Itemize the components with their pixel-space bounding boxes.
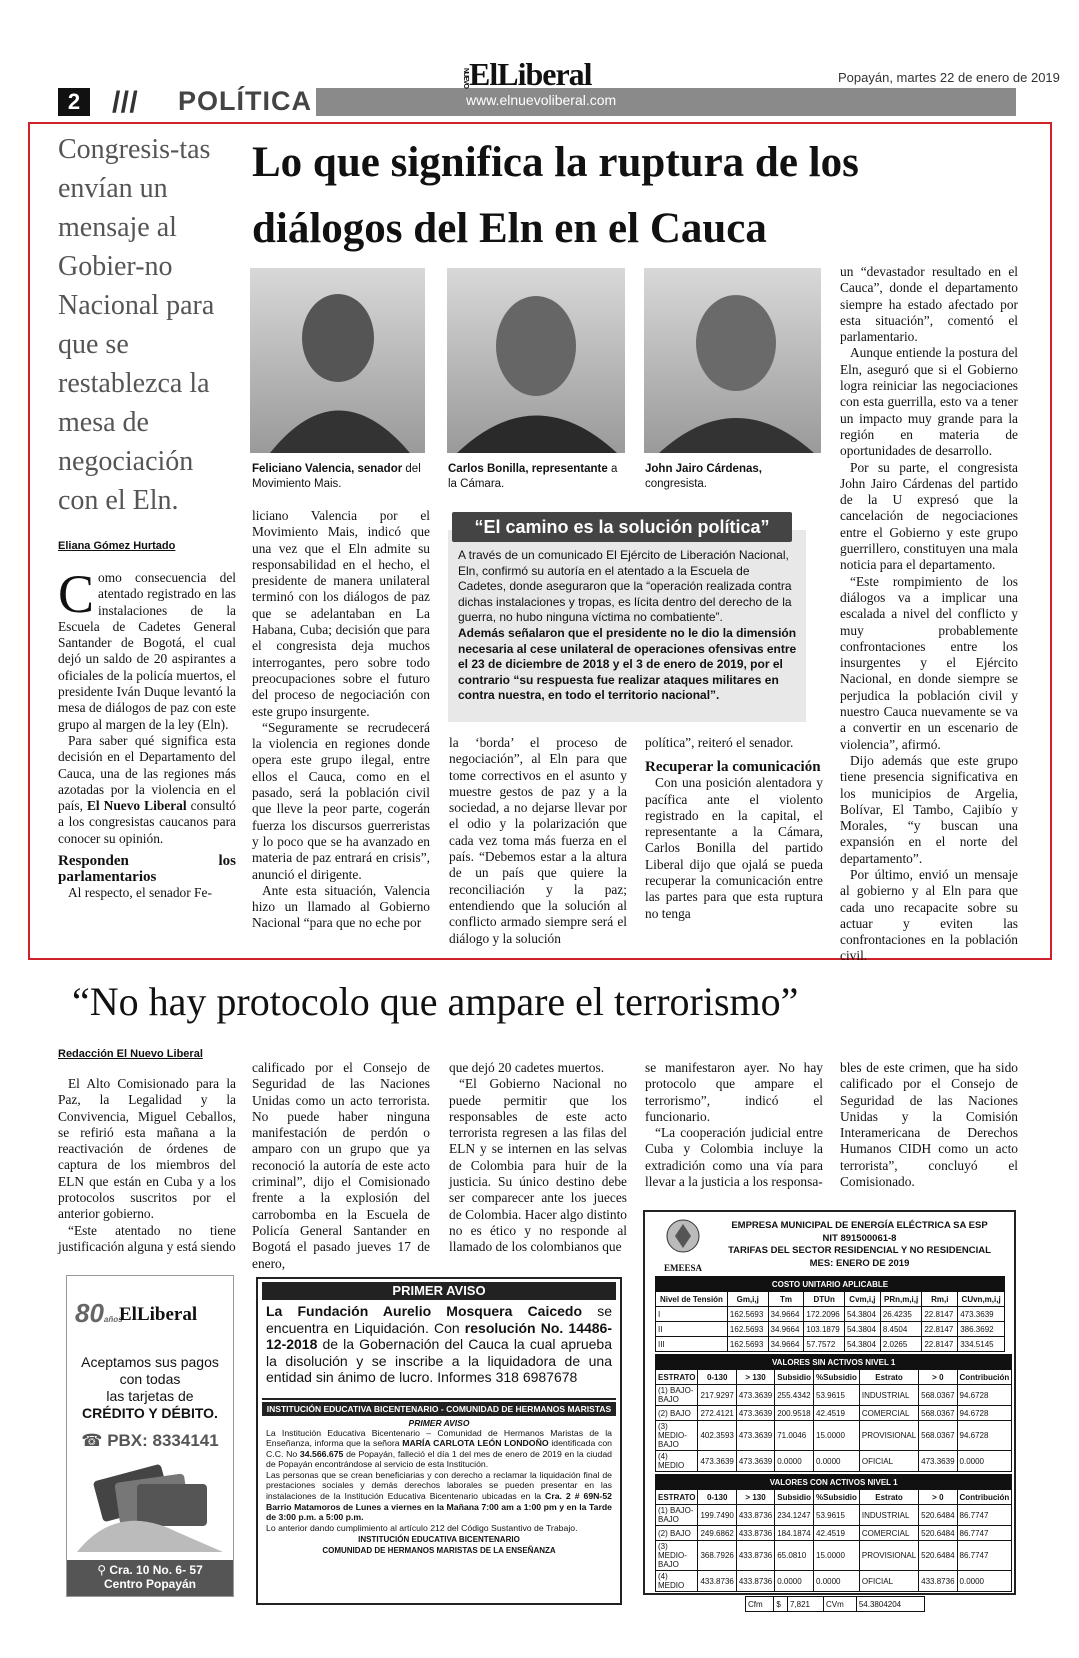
subhead-recuperar: Recuperar la comunicación [645,759,821,776]
table-cell: Tm [768,1292,804,1307]
tariff-tables [655,1276,1010,1612]
inst-bar: INSTITUCIÓN EDUCATIVA BICENTENARIO - COMUNIDAD DE HERMANOS MARISTAS [262,1402,616,1416]
article-headline: Lo que significa la ruptura de los diálogos del Eln en el Cauca [252,139,859,252]
table-cell: 433.8736 [736,1541,774,1571]
table-cell: (3) MEDIO-BAJO [656,1421,698,1451]
second-headline: “No hay protocolo que ampare el terrorismo” [72,979,799,1024]
table-cell: Rm,i [922,1292,958,1307]
header-bar [316,88,1016,116]
caption-rest: congresista. [645,478,708,490]
table-cell: Subsidio [775,1370,814,1385]
table-cell: 473.3639 [919,1451,957,1472]
photo-caption-3 [645,462,820,492]
table-cell: 65.0810 [775,1541,814,1571]
table-cell: DTUn [804,1292,845,1307]
table-cell: 42.4519 [814,1526,860,1541]
table-cell: (2) BAJO [656,1406,698,1421]
table-cell: INDUSTRIAL [859,1505,918,1526]
table-cell: 94.6728 [957,1406,1012,1421]
address-line [67,1563,233,1577]
text: Las personas que se crean beneficiarias y con derecho a reclamar la liquidación final de prestaciones sociales y demás derechos laborales se pueden presentar en las instalaciones de la Institución Educativa Bicentenario ubicadas en la [266,1469,612,1502]
table-cell: (1) BAJO-BAJO [656,1385,698,1406]
table-cell: 26.4235 [880,1307,922,1322]
photo-feliciano-valencia [250,268,425,453]
ad-logo: ElLiberal [119,1304,198,1325]
ad-line: CRÉDITO Y DÉBITO. [82,1405,218,1421]
text: Para saber qué significa esta decisión en el Departamento del Cauca, una de las regiones más azotadas por la violencia en el país, [58,732,236,814]
table-cell: 162.5693 [727,1337,768,1352]
phone-icon: ☎ [81,1431,108,1450]
pbx-number: PBX: 8334141 [107,1431,219,1450]
site-url[interactable]: www.elnuevoliberal.com [466,92,617,108]
issue-date: Popayán, martes 22 de enero de 2019 [838,70,1060,85]
aviso-text [258,1303,620,1386]
sig-line: COMUNIDAD DE HERMANOS MARISTAS DE LA ENSEÑANZA [322,1546,556,1556]
table-cell: 54.3804 [844,1337,880,1352]
table-cell: 94.6728 [957,1421,1012,1451]
table-title-row [656,1475,1012,1490]
table-row [656,1385,1012,1406]
paragraph: “Seguramente se recrudecerá la violencia en regiones donde opera este grupo ilegal, entre ellos el Cauca, como en el pasado, será la población civil que lleve la peor parte, cogerán fuerza los discursos guerreristas y lo poco que se ha avanzado en materia de paz entrará en crisis”, anunció el dirigente. [252,719,430,882]
text: MARÍA CARLOTA LEÓN LONDOÑO [402,1438,549,1449]
portrait-icon [447,268,625,453]
table-cell: 433.8736 [736,1571,774,1592]
table-cell: I [656,1307,728,1322]
table-cell: 433.8736 [736,1526,774,1541]
table-cell: > 0 [919,1370,957,1385]
caption-name: Carlos Bonilla, representante [448,463,608,475]
table-cell: Cvm,i,j [844,1292,880,1307]
text: de Popayán, falleció el día 1 del mes de enero de 2019 en la ciudad de Popayán encontrándose al servicio de esta Institución. [266,1448,612,1470]
table-cell: 22.8147 [922,1337,958,1352]
table-cell: 0.0000 [957,1451,1012,1472]
text: se encuentra en Liquidación. Con [266,1303,612,1336]
ad-emeesa-tariffs [643,1210,1016,1609]
table-cell: 86.7747 [957,1526,1012,1541]
ad-line: las tarjetas de [106,1388,194,1404]
emeesa-logo [653,1216,713,1272]
table-cell: > 130 [736,1490,774,1505]
sig-line: INSTITUCIÓN EDUCATIVA BICENTENARIO [358,1535,520,1545]
paragraph [58,564,236,733]
table-cell: 71.0046 [775,1421,814,1451]
logo-label: EMEESA [663,1263,702,1273]
table-cell: 568.0367 [919,1421,957,1451]
article-column-5 [840,264,1018,965]
logo-small: NUEVO [462,67,469,88]
table-cell: 249.6862 [698,1526,736,1541]
table-cell: %Subsidio [814,1490,860,1505]
table-cell: (4) MEDIO [656,1451,698,1472]
table-row [656,1307,1005,1322]
article-deck: Congresis-tas envían un mensaje al Gobier-no Nacional para que se restablezca la mesa de negociación con el Eln. [58,134,215,516]
logo-text: ElLiberal [469,56,592,92]
table-title: COSTO UNITARIO APLICABLE [656,1277,1005,1292]
table-cell: Estrato [859,1370,918,1385]
table-cell: ESTRATO [656,1490,698,1505]
table-cell: 433.8736 [698,1571,736,1592]
table-cell: (3) MEDIO-BAJO [656,1541,698,1571]
credit-card-icon [77,1462,223,1552]
table-cell: 520.6484 [919,1541,957,1571]
paragraph [58,733,236,847]
table-cell: 8.4504 [880,1322,922,1337]
table-cell: 272.4121 [698,1406,736,1421]
table-cell: 0-130 [698,1490,736,1505]
table-cell: PRn,m,i,j [880,1292,922,1307]
table-cell: 368.7926 [698,1541,736,1571]
table-cell: 473.3639 [958,1307,1005,1322]
table-cell: 473.3639 [736,1406,774,1421]
table-header-row [656,1490,1012,1505]
table-title: VALORES CON ACTIVOS NIVEL 1 [656,1475,1012,1490]
sidebar-title: “El camino es la solución política” [452,512,792,542]
ad-primer-aviso [256,1277,622,1605]
table-cell: 0.0000 [814,1571,860,1592]
table-cell: 217.9297 [698,1385,736,1406]
table-cell: 0.0000 [775,1451,814,1472]
section-slashes: / / / [112,86,134,119]
table-cell: %Subsidio [814,1370,860,1385]
table-cell: 42.4519 [814,1406,860,1421]
con-activos-table [655,1474,1012,1592]
table-cell: III [656,1337,728,1352]
caption-rest: a la Cámara. [448,463,618,490]
table-cell: 34.9664 [768,1337,804,1352]
table-cell: 473.3639 [698,1451,736,1472]
paragraph: la ‘borda’ el proceso de negociación”, al Eln para que tome correctivos en el asunto y muestre gestos de paz y a la sociedad, a no dejarse llevar por el odio y la polarización que cada vez toma más fuerza en el país. “Debemos estar a la altura de un país que quiere la reconciliación y la paz; entendiendo que la solución al conflicto armado siempre será el diálogo y la solución [449,735,627,946]
ad-el-liberal[interactable] [66,1275,234,1597]
second-column-5 [840,1060,1018,1190]
table-cell: 0.0000 [814,1451,860,1472]
table-cell: 15.0000 [814,1541,860,1571]
page-number: 2 [58,88,90,116]
table-cell: Gm,i,j [727,1292,768,1307]
inst-signature [266,1535,612,1556]
portrait-icon [644,268,821,453]
table-cell: 7,821 [787,1597,823,1612]
address-bar [67,1560,233,1596]
photo-john-jairo-cardenas [644,268,821,453]
table-cell: 473.3639 [736,1385,774,1406]
inst-text [258,1428,620,1557]
table-cell: 0.0000 [775,1571,814,1592]
inst-title: PRIMER AVISO [408,1417,470,1428]
table-cell: PROVISIONAL [859,1541,918,1571]
table-cell: ESTRATO [656,1370,698,1385]
paragraph: “Este atentado no tiene justificación alguna y está siendo [58,1222,236,1254]
table-cell: CVm [824,1597,857,1612]
table-cell: (4) MEDIO [656,1571,698,1592]
paragraph: Al respecto, el senador Fe- [68,885,212,901]
text: El Nuevo Liberal [86,798,187,814]
table-cell: 433.8736 [919,1571,957,1592]
caption-rest: del Movimiento Mais. [252,463,421,490]
table-cell: 54.3804204 [856,1597,924,1612]
cost-table [655,1276,1005,1352]
second-column-3 [449,1060,627,1256]
text: Cra. 2 # 69N-52 Barrio Matamoros de Lunes a viernes en la Mañana 7:00 am a 1:00 pm y en la Tarde de 3:00 p.m. a 5:00 p.m. [266,1491,612,1523]
table-cell: 473.3639 [736,1421,774,1451]
table-cell: 54.3804 [844,1322,880,1337]
table-cell: CUvn,m,i,j [958,1292,1005,1307]
lightbulb-icon [653,1216,713,1258]
table-cell: 57.7572 [804,1337,845,1352]
table-cell: > 130 [736,1370,774,1385]
table-cell: 162.5693 [727,1322,768,1337]
table-cell: 94.6728 [957,1385,1012,1406]
table-cell: 520.6484 [919,1505,957,1526]
table-cell: COMERCIAL [859,1526,918,1541]
table-cell: 568.0367 [919,1406,957,1421]
table-title-row [656,1355,1012,1370]
subhead-responden: Responden los parlamentarios [58,853,236,886]
paragraph: liciano Valencia por el Movimiento Mais, indicó que una vez que el Eln admite su responsabilidad en el hecho, el presidente de manera unilateral terminó con los diálogos de paz que se adelantaban en La Habana, Cuba; decisión que para el congresista deja muchos interrogantes, pero sobre todo preocupaciones sobre el futuro del proceso de negociación con este grupo insurgente. [252,508,430,719]
table-cell: 162.5693 [727,1307,768,1322]
second-column-2 [252,1060,430,1272]
table-row [656,1451,1012,1472]
paragraph: Aunque entiende la postura del Eln, aseguró que si el Gobierno logra reiniciar las negociaciones con esta guerrilla, esto va a tener un impacto muy grande para la región en materia de oportunidades de desarrollo. [840,345,1018,459]
photo-caption-2 [448,462,620,492]
table-cell: OFICIAL [859,1571,918,1592]
paragraph: Por último, envió un mensaje al gobierno y al Eln para que cada uno recapacite sobre su actuar y eviten las confrontaciones en la población civil. [840,866,1018,964]
drop-cap: C [58,564,95,624]
pin-icon: ⚲ [97,1563,110,1577]
table-cell: 15.0000 [814,1421,860,1451]
table-cell: 184.1874 [775,1526,814,1541]
table-cell: 199.7490 [698,1505,736,1526]
paragraph: que dejó 20 cadetes muertos. [449,1060,605,1075]
second-byline: Redacción El Nuevo Liberal [58,1048,203,1060]
table-cell: 86.7747 [957,1541,1012,1571]
table-cell: 386.3692 [958,1322,1005,1337]
paragraph: Ante esta situación, Valencia hizo un llamado al Gobierno Nacional “para que no eche por [252,882,430,931]
text: La Fundación Aurelio Mosquera Caicedo [266,1303,583,1319]
sidebar-text [458,548,798,704]
text: 34.566.675 [299,1448,344,1459]
table-cell: OFICIAL [859,1451,918,1472]
text: La Institución Educativa Bicentenario – Comunidad de Hermanos Maristas de la Enseñanza, informa que la señora [266,1427,612,1449]
table-title: VALORES SIN ACTIVOS NIVEL 1 [656,1355,1012,1370]
table-cell: 520.6484 [919,1526,957,1541]
table-cell: > 0 [919,1490,957,1505]
article-column-1 [58,564,237,901]
address-line: Centro Popayán [103,1577,196,1591]
table-cell: 234.1247 [775,1505,814,1526]
table-cell: 402.3593 [698,1421,736,1451]
paragraph: Además señalaron que el presidente no le dio la dimensión necesaria al cese unilateral de operaciones ofensivas entre el 23 de diciembre de 2018 y el 3 de enero de 2019, por el contrario “su respuesta fue realizar ataques militares en contra nuestra, en todo el territorio nacional”. [458,625,797,703]
table-row [656,1541,1012,1571]
table-row [656,1571,1012,1592]
address-text: Cra. 10 No. 6- 57 [109,1563,203,1577]
second-column-4 [645,1060,823,1190]
pbx-line[interactable] [67,1431,233,1451]
text: resolución No. 14486-12-2018 [266,1319,613,1352]
company-nit: NIT 891500061-8 [822,1232,897,1244]
paragraph: Con una posición alentadora y pacífica ante el violento registrado en la capital, el representante a la Cámara, Carlos Bonilla del partido Liberal dijo que ojalá se pueda recuperar la comunicación entre las partes para que esta ruptura no tenga [645,775,823,921]
paragraph: “La cooperación judicial entre Cuba y Colombia incluye la extradición como una vía para llevar a la justicia a los responsa- [645,1125,823,1190]
paragraph: El Alto Comisionado para la Paz, la Legalidad y la Convivencia, Miguel Ceballos, se refirió esta mañana a la reactivación de órdenes de captura de los miembros del ELN que están en Cuba y a los protocolos suscritos por el anterior gobierno. [58,1076,236,1222]
paragraph: A través de un comunicado El Ejército de Liberación Nacional, Eln, confirmó su autoría en el atentado a la Escuela de Cadetes, donde aseguraron que la “operación realizada contra dichas instalaciones y tropas, es lícita dentro del derecho de la guerra, no hubo ninguna víctima no combatiente”. [458,548,792,625]
table-row [656,1526,1012,1541]
table-cell: $ [774,1597,788,1612]
text: identificada con C.C. No [266,1438,613,1459]
table-cell: (1) BAJO-BAJO [656,1505,698,1526]
emeesa-header [707,1220,1012,1270]
table-cell: 53.9615 [814,1505,860,1526]
table-cell: Contribución [957,1490,1012,1505]
table-header-row [656,1370,1012,1385]
paragraph [266,1470,612,1523]
table-cell: 53.9615 [814,1385,860,1406]
table-header-row [656,1292,1005,1307]
badge-sub: años [103,1315,123,1324]
anniversary-badge [75,1298,123,1329]
text: consultó a los congresistas caucanos para conocer su opinión. [58,798,237,846]
table-cell: 334.5145 [958,1337,1005,1352]
table-cell: 22.8147 [922,1322,958,1337]
table-cell: 255.4342 [775,1385,814,1406]
table-cell: 86.7747 [957,1505,1012,1526]
table-cell: 473.3639 [736,1451,774,1472]
paragraph: “El Gobierno Nacional no puede permitir que los responsables de este acto terrorista regresen a las filas del ELN y se internen en las selvas de Colombia para huir de la justicia. Su único destino debe ser comparecer ante los jueces de Colombia. Hacer algo distinto no es ético y no responde al llamado de los colombianos que [449,1076,627,1255]
second-column-1 [58,1076,236,1255]
table-cell: 103.1879 [804,1322,845,1337]
table-cell: II [656,1322,728,1337]
table-cell: 0.0000 [957,1571,1012,1592]
aviso-title: PRIMER AVISO [262,1282,616,1300]
article-column-3 [449,735,627,947]
paragraph: “Este rompimiento de los diálogos va a implicar una escalada a nivel del conflicto y muy probablemente confrontaciones entre los insurgentes y el Ejército Nacional, en donde siempre se perjudica la población civil y nuestro Cauca nuevamente se va a convertir en un escenario de violencia”, afirmó. [840,573,1018,752]
tariff-title: TARIFAS DEL SECTOR RESIDENCIAL Y NO RESIDENCIAL [728,1245,991,1256]
table-cell: 172.2096 [804,1307,845,1322]
badge-number: 80 [75,1298,104,1328]
ad-text [67,1354,233,1422]
caption-name: John Jairo Cárdenas, [645,463,762,475]
table-row [656,1505,1012,1526]
tariff-month: MES: ENERO DE 2019 [809,1257,910,1269]
article-byline: Eliana Gómez Hurtado [58,540,176,552]
table-row [656,1322,1005,1337]
photo-caption-1 [252,462,422,492]
portrait-icon [250,268,425,453]
paragraph: Lo anterior dando cumplimiento al artículo 212 del Código Sustantivo de Trabajo. [266,1522,578,1533]
sin-activos-table [655,1354,1012,1472]
table-cell: Contribución [957,1370,1012,1385]
table-cell: Estrato [859,1490,918,1505]
paragraph: Dijo además que este grupo tiene presencia significativa en los municipios de Argelia, Bolívar, El Tambo, Cajibío y Morales, “y buscan una expansión en el norte del departamento”. [840,752,1018,866]
newspaper-logo [462,56,592,93]
table-cell: 568.0367 [919,1385,957,1406]
paragraph: bles de este crimen, que ha sido calificado por el Consejo de Seguridad de las Naciones Unidas y la Comisión Interamericana de Derechos Humanos CIDH como un acto terrorista”, concluyó el Comisionado. [840,1060,1018,1190]
caption-name: Feliciano Valencia, senador [252,463,403,475]
cfm-table [745,1596,925,1612]
table-cell: 34.9664 [768,1322,804,1337]
table-cell: 34.9664 [768,1307,804,1322]
table-cell: 433.8736 [736,1505,774,1526]
table-cell: COMERCIAL [859,1406,918,1421]
text: omo consecuencia del atentado registrado en las instalaciones de la Escuela de Cadetes General Santander de Bogotá, el cual dejó un saldo de 20 aspirantes a oficiales de la policía muertos, el presidente Iván Duque levantó la mesa de diálogos de paz con este grupo al margen de la ley (Eln). [58,570,236,732]
table-row [656,1406,1012,1421]
table-cell: Nivel de Tensión [656,1292,728,1307]
table-cell: (2) BAJO [656,1526,698,1541]
paragraph: política”, reiteró el senador. [645,735,794,750]
table-cell: Cfm [746,1597,774,1612]
paragraph [266,1428,612,1470]
table-cell: 54.3804 [844,1307,880,1322]
table-row [656,1421,1012,1451]
paragraph: se manifestaron ayer. No hay protocolo que ampare el terrorismo”, indicó el funcionario. [645,1060,823,1124]
section-label: POLÍTICA [178,86,312,116]
table-row [746,1597,925,1612]
text: de la Gobernación del Cauca la cual aprueba la disolución y se inscribe a la liquidadora de una entidad sin ánimo de lucro. Informes 318 6987678 [266,1336,612,1385]
article-column-2 [252,508,430,932]
credit-cards-image [77,1462,223,1552]
table-cell: 22.8147 [922,1307,958,1322]
article-column-4 [645,735,823,922]
table-cell: 200.9518 [775,1406,814,1421]
table-cell: INDUSTRIAL [859,1385,918,1406]
paragraph: un “devastador resultado en el Cauca”, donde el departamento siempre ha estado afectado por esta situación”, comentó el parlamentario. [840,264,1018,345]
paragraph: Por su parte, el congresista John Jairo Cárdenas del partido de la U expresó que la cancelación de negociaciones entre el Gobierno y este grupo guerrillero, constituyen una mala noticia para el departamento. [840,459,1018,573]
table-cell: PROVISIONAL [859,1421,918,1451]
ad-line: con todas [119,1371,181,1387]
company-name: EMPRESA MUNICIPAL DE ENERGÍA ELÉCTRICA SA ESP [731,1220,988,1231]
photo-carlos-bonilla [447,268,625,453]
paragraph: calificado por el Consejo de Seguridad de las Naciones Unidas como un acto terrorista. No puede haber ninguna manifestación de perdón o amparo con un grupo que ya reconoció la autoría de este acto criminal”, dijo el Comisionado frente a la explosión del carrobomba en la Escuela de Policía General Santander en Bogotá el pasado jueves 17 de enero, [252,1060,430,1271]
ad-line: Aceptamos sus pagos [81,1354,219,1370]
table-title-row [656,1277,1005,1292]
table-row [656,1337,1005,1352]
table-cell: 0-130 [698,1370,736,1385]
table-cell: 2.0265 [880,1337,922,1352]
table-cell: Subsidio [775,1490,814,1505]
